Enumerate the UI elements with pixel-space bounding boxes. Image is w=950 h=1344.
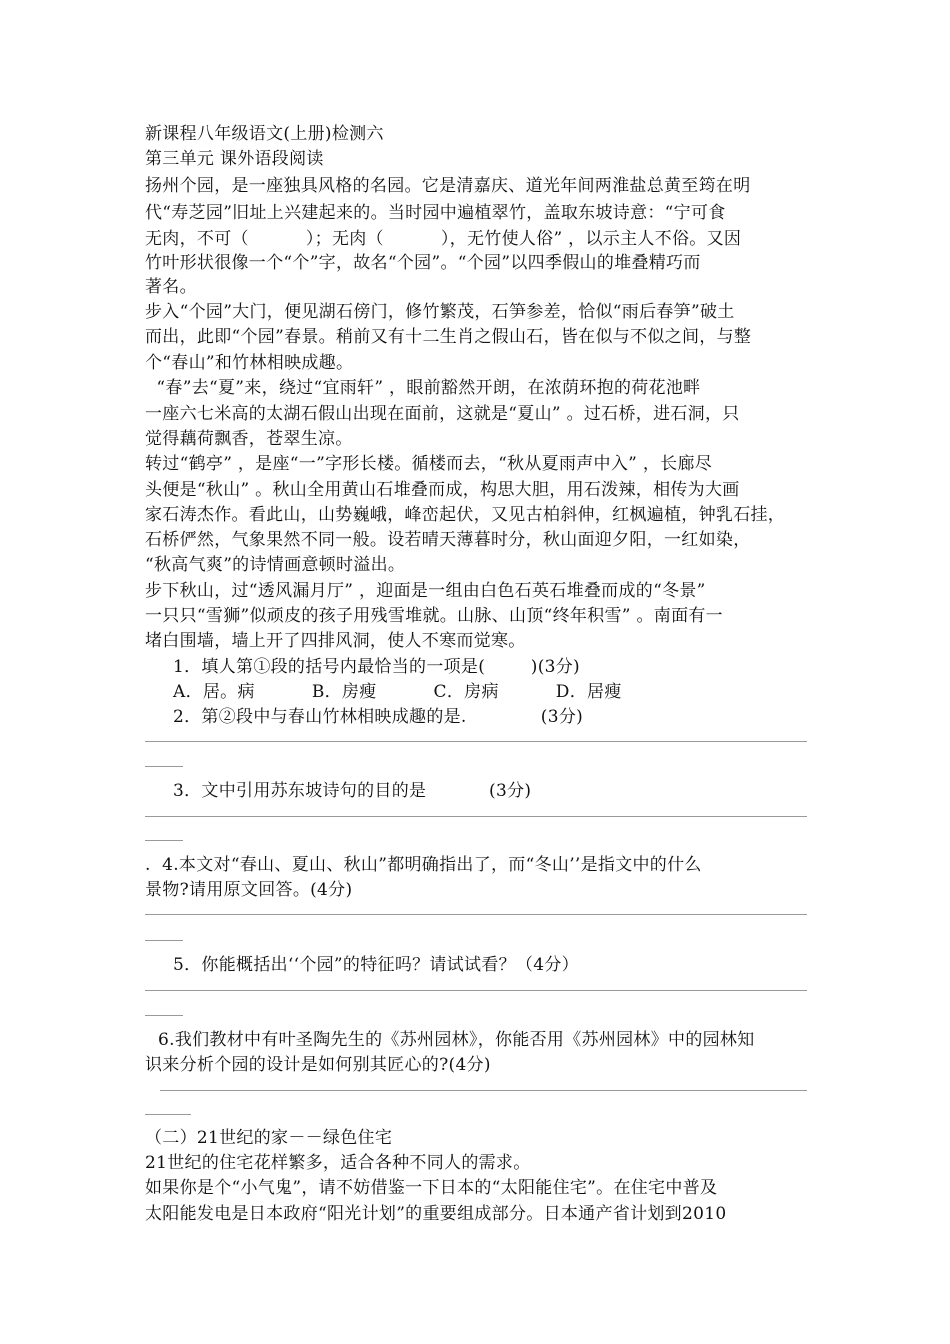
passage-line: 转过“鹤亭” ，是座“一”字形长楼。循楼而去，“秋从夏雨声中入” ，长廊尽	[145, 454, 713, 474]
answer-line-end	[145, 1114, 191, 1115]
answer-line[interactable]	[160, 1090, 807, 1091]
question-2: 2．第②段中与春山竹林相映成趣的是. (3分)	[173, 707, 584, 727]
passage-line: 一座六七米高的太湖石假山出现在面前，这就是“夏山” 。过石桥，进石洞，只	[145, 404, 740, 424]
question-6: 6.我们教材中有叶圣陶先生的《苏州园林》，你能否用《苏州园林》中的园林知	[158, 1030, 755, 1050]
answer-line[interactable]	[145, 990, 807, 991]
passage-line: 竹叶形状很像一个“个”字，故名“个园”。“个园”以四季假山的堆叠精巧而	[145, 253, 701, 273]
answer-line-end	[145, 840, 183, 841]
passage-line: 著名。	[145, 277, 197, 297]
answer-line-end	[145, 1015, 183, 1016]
section-2-line: 21世纪的住宅花样繁多，适合各种不同人的需求。	[145, 1153, 531, 1173]
answer-line-end	[145, 940, 183, 941]
passage-line: 步入“个园”大门，便见湖石傍门，修竹繁茂，石笋参差，恰似“雨后春笋”破土	[145, 302, 735, 322]
passage-line: 步下秋山，过“透风漏月厅” ，迎面是一组由白色石英石堆叠而成的“冬景”	[145, 581, 706, 601]
passage-line: 个“春山”和竹林相映成趣。	[145, 353, 354, 373]
passage-line: 觉得藕荷飘香，苍翠生凉。	[145, 429, 353, 449]
question-5: 5．你能概括出‘‘个园”的特征吗？请试试看？（4分）	[173, 955, 579, 975]
passage-line: 头便是“秋山” 。秋山全用黄山石堆叠而成，构思大胆，用石泼辣，相传为大画	[145, 480, 740, 500]
section-2-heading: （二）21世纪的家－－绿色住宅	[145, 1128, 393, 1148]
passage-line: 而出，此即“个园”春景。稍前又有十二生肖之假山石，皆在似与不似之间，与整	[145, 327, 752, 347]
answer-line-end	[145, 766, 183, 767]
question-1-options: A．居。病 B．房瘦 C．房病 D．居瘦	[173, 682, 622, 702]
question-3: 3．文中引用苏东坡诗句的目的是 (3分)	[173, 781, 532, 801]
document-title: 新课程八年级语文(上册)检测六	[145, 124, 384, 144]
passage-line: 代“寿芝园”旧址上兴建起来的。当时园中遍植翠竹，盖取东坡诗意：“宁可食	[145, 203, 726, 223]
question-4: . 4.本文对“春山、夏山、秋山”都明确指出了，而“冬山’’是指文中的什么	[145, 855, 702, 875]
answer-line[interactable]	[145, 816, 807, 817]
passage-line: 家石涛杰作。看此山，山势巍峨，峰峦起伏，又见古柏斜伸，红枫遍植，钟乳石挂，	[145, 505, 786, 525]
passage-line: 石桥俨然，气象果然不同一般。设若晴天薄暮时分，秋山面迎夕阳，一红如染，	[145, 530, 751, 550]
passage-line: 无肉，不可（ ）；无肉（ ），无竹使人俗” ，以示主人不俗。又因	[145, 229, 742, 249]
question-6-cont: 识来分析个园的设计是如何别其匠心的?(4分)	[145, 1055, 491, 1075]
passage-line: 一只只“雪狮”似顽皮的孩子用残雪堆就。山脉、山顶“终年积雪” 。南面有一	[145, 606, 723, 626]
unit-heading: 第三单元 课外语段阅读	[145, 149, 324, 169]
passage-line: “春”去“夏”来，绕过“宜雨轩” ，眼前豁然开朗，在浓荫环抱的荷花池畔	[145, 378, 701, 398]
passage-line: “秋高气爽”的诗情画意顿时溢出。	[145, 555, 406, 575]
answer-line[interactable]	[145, 741, 807, 742]
section-2-line: 如果你是个“小气鬼”，请不妨借鉴一下日本的“太阳能住宅”。在住宅中普及	[145, 1178, 718, 1198]
passage-line: 堵白围墙，墙上开了四排风洞，使人不寒而觉寒。	[145, 631, 526, 651]
answer-line[interactable]	[145, 914, 807, 915]
question-4-cont: 景物?请用原文回答。(4分)	[145, 880, 353, 900]
section-2-line: 太阳能发电是日本政府“阳光计划”的重要组成部分。日本通产省计划到2010	[145, 1204, 727, 1224]
question-1: 1．填人第①段的括号内最恰当的一项是( )(3分)	[173, 657, 580, 677]
passage-line: 扬州个园，是一座独具风格的名园。它是清嘉庆、道光年间两淮盐总黄至筠在明	[145, 176, 751, 196]
